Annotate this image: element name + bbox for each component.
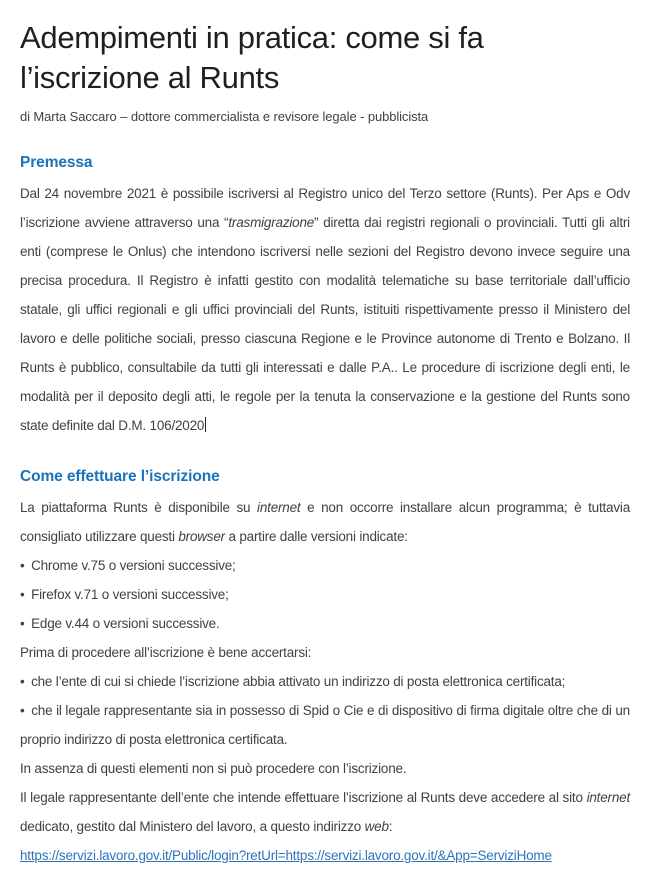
bullet-icon: • [20,674,29,689]
text-run: Firefox v.71 o versioni successive; [31,587,229,602]
paragraph [20,783,630,841]
text-run: che il legale rappresentante sia in possesso di Spid o Cie e di dispositivo di firma digitale oltre che di un proprio indirizzo di posta elettronica certificata. [20,703,630,747]
text-run: trasmigrazione [228,215,315,230]
text-run: dedicato, gestito dal Ministero del lavoro, a questo indirizzo [20,819,365,834]
link-paragraph [20,841,630,870]
bullet-icon: • [20,616,29,631]
bullet-item [20,580,630,609]
document-link[interactable]: https://servizi.lavoro.gov.it/Public/login?retUrl=https://servizi.lavoro.gov.it/&App=ServiziHome [20,848,552,863]
text-run: browser [178,529,225,544]
text-run: Dal 24 novembre 2021 è possibile iscriversi al Registro unico del Terzo settore (Runts). Per Aps e Odv l’iscrizione avviene attraverso una “ [20,186,630,230]
text-run: che l’ente di cui si chiede l’iscrizione abbia attivato un indirizzo di posta elettronica certificata; [31,674,566,689]
text-run: a partire dalle versioni indicate: [224,529,408,544]
text-run: La piattaforma Runts è disponibile su [20,500,258,515]
byline: di Marta Saccaro – dottore commercialista e revisore legale - pubblicista [20,109,429,124]
paragraph [20,179,630,440]
text-run: In assenza di questi elementi non si può procedere con l’iscrizione. [20,761,407,776]
bullet-item [20,551,630,580]
paragraph [20,493,630,551]
bullet-item [20,696,630,754]
text-run: : [388,819,393,834]
paragraph [20,638,630,667]
text-run: Il legale rappresentante dell’ente che intende effettuare l’iscrizione al Runts deve accedere al sito [20,790,587,805]
text-run: e non occorre installare alcun programma; è tuttavia consigliato utilizzare questi [20,500,631,544]
bullet-icon: • [20,703,29,718]
paragraph [20,754,630,783]
bullet-item [20,667,630,696]
sections-container [20,153,630,870]
bullet-icon: • [20,558,29,573]
text-run: internet [586,790,630,805]
text-run: internet [257,500,301,515]
bullet-icon: • [20,587,29,602]
text-run: web [364,819,389,834]
text-run: Prima di procedere all’iscrizione è bene accertarsi: [20,645,312,660]
document-title: Adempimenti in pratica: come si fa l’iscrizione al Runts [20,20,484,95]
text-caret [205,417,206,432]
bullet-item [20,609,630,638]
text-run: Chrome v.75 o versioni successive; [31,558,236,573]
text-run: ” diretta dai registri regionali o provinciali. Tutti gli altri enti (comprese le Onlus) che intendono iscriversi nelle sezioni del Registro devono invece seguire una precisa procedura. Il Registro è infatti gestito con modalità telematiche su base territoriale dall’ufficio statale, gli uffici regionali e gli uffici provinciali del Runts, istituiti rispettivamente presso il Ministero del lavoro e delle politiche sociali, presso ciascuna Regione e le Province autonome di Trento e Bolzano. Il Runts è pubblico, consultabile da tutti gli interessati e dalle P.A.. Le procedure di iscrizione degli enti, le modalità per il deposito degli atti, le regole per la tenuta la conservazione e la gestione del Runts sono state definite dal D.M. 106/2020 [20,215,630,433]
text-run: Edge v.44 o versioni successive. [31,616,220,631]
section-heading: Come effettuare l’iscrizione [20,468,220,485]
section-heading: Premessa [20,154,93,171]
